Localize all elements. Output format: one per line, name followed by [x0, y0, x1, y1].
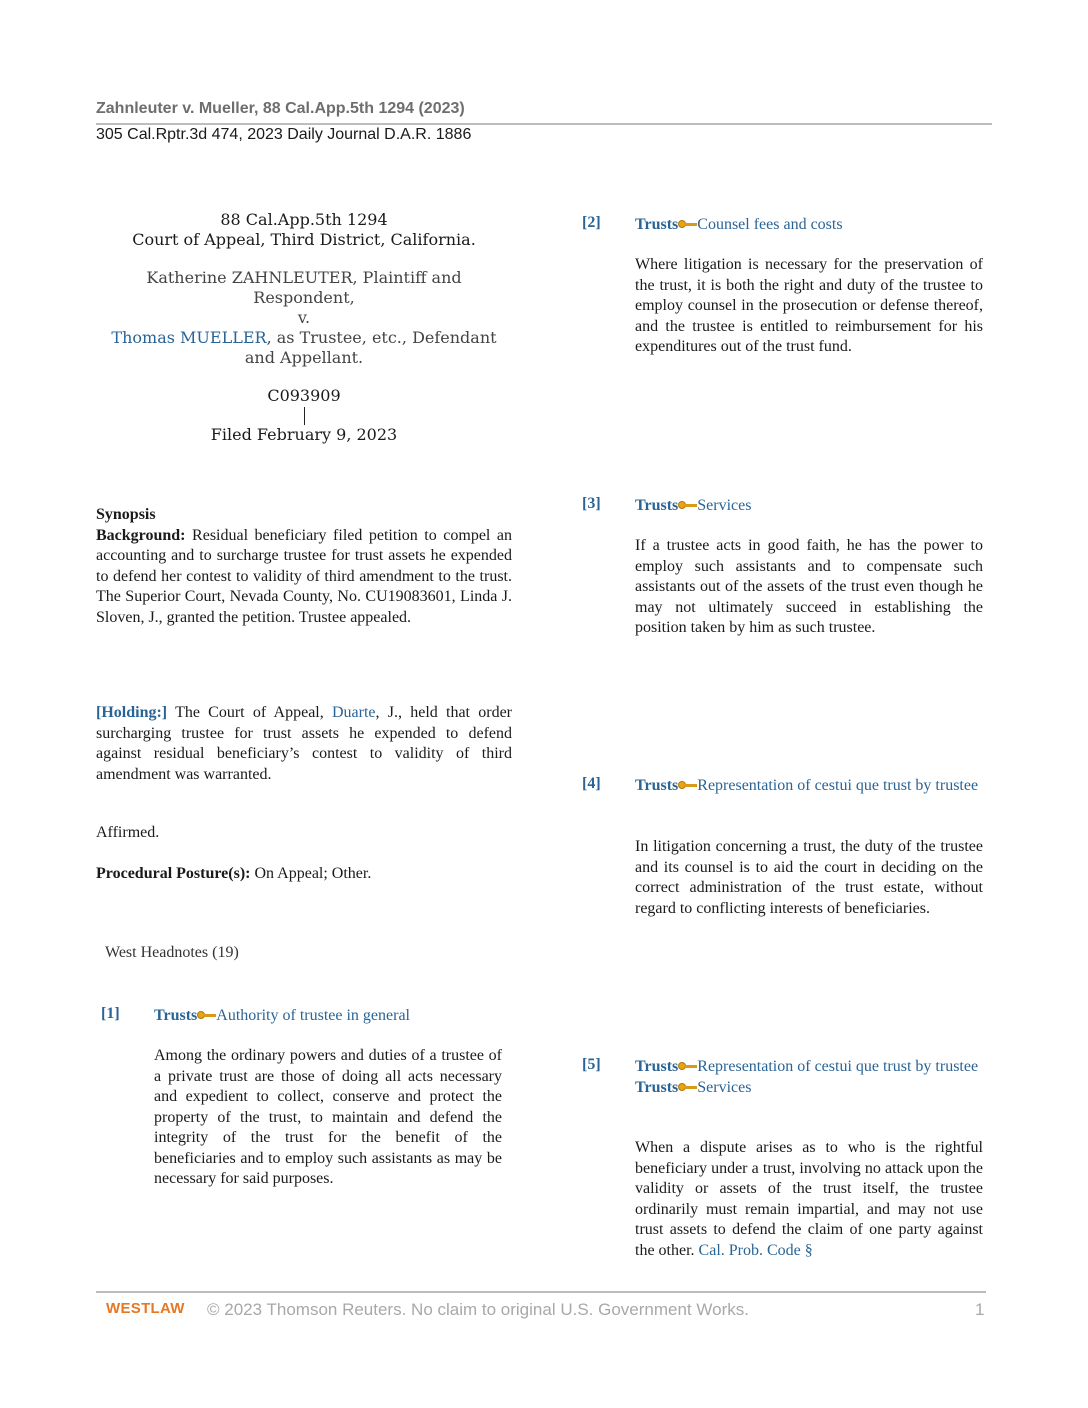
topic-name: Trusts	[635, 1079, 679, 1096]
page-number: 1	[975, 1300, 985, 1319]
versus: v.	[297, 308, 311, 327]
headnote-text: If a trustee acts in good faith, he has the power to employ such assistants and to compensate such assistants out of the assets of the trust even though he may not ultimately succeed in establishing the position taken by him as such trustee.	[635, 537, 983, 636]
key-number-icon	[678, 219, 697, 229]
statute-link[interactable]: Cal. Prob. Code §	[698, 1241, 813, 1259]
docket-number: C093909	[267, 386, 341, 405]
footer-divider	[96, 1291, 986, 1293]
disposition: Affirmed.	[96, 824, 160, 841]
headnote-number[interactable]: [1]	[101, 1005, 120, 1022]
defendant-role: , as Trustee, etc., Defendant and Appellant.	[244, 328, 497, 367]
headnote-topic[interactable]	[635, 495, 985, 516]
citation: 88 Cal.App.5th 1294	[220, 210, 388, 229]
subtopic-link[interactable]: Representation of cestui que trust by trustee	[697, 777, 979, 794]
defendant	[96, 328, 512, 368]
headnote-topic[interactable]	[635, 775, 985, 796]
parallel-citations: 305 Cal.Rptr.3d 474, 2023 Daily Journal D.A.R. 1886	[96, 126, 472, 143]
headnote-text	[635, 1138, 983, 1261]
filed-date: Filed February 9, 2023	[210, 425, 398, 444]
procedural-posture	[96, 865, 371, 883]
key-number-icon	[678, 500, 697, 510]
synopsis	[96, 505, 512, 628]
background-label: Background:	[96, 526, 186, 544]
court-name: Court of Appeal, Third District, California.	[132, 230, 476, 249]
case-caption	[96, 210, 512, 445]
key-number-icon	[678, 780, 697, 790]
topic-name: Trusts	[154, 1007, 198, 1024]
subtopic-link[interactable]: Services	[697, 1079, 752, 1096]
subtopic-link[interactable]: Services	[697, 497, 752, 514]
key-number-icon	[197, 1010, 216, 1020]
document-title: Zahnleuter v. Mueller, 88 Cal.App.5th 1294 (2023)	[96, 100, 465, 117]
west-headnotes-toggle[interactable]: West Headnotes (19)	[105, 944, 239, 961]
headnote-text: Among the ordinary powers and duties of a trustee of a private trust are those of doing all acts necessary and expedient to collect, conserve and protect the property of the trust, to maintain and defend the integrity of the trust for the benefit of the beneficiaries and to employ such assistants as may be necessary for said purposes.	[154, 1047, 502, 1187]
holding-text-rest: , J., held that order surcharging trustee for trust assets he expended to defend against residual beneficiary’s contest to validity of third amendment was warranted.	[96, 704, 512, 783]
holding	[96, 703, 512, 785]
posture-label: Procedural Posture(s):	[96, 865, 251, 882]
separator-bar	[304, 407, 305, 425]
subtopic-link[interactable]: Authority of trustee in general	[216, 1007, 410, 1024]
topic-name: Trusts	[635, 216, 679, 233]
headnote-topic[interactable]	[635, 214, 985, 235]
synopsis-heading: Synopsis	[96, 506, 156, 523]
westlaw-logo: WESTLAW	[106, 1300, 185, 1317]
headnote-text-body: When a dispute arises as to who is the rightful beneficiary under a trust, involving no attack upon the validity or assets of the trust itself, the trustee ordinarily must remain impartial, and may not use trust assets to defend the claim of one party against the other.	[635, 1139, 983, 1259]
topic-name: Trusts	[635, 777, 679, 794]
headnote-text: In litigation concerning a trust, the duty of the trustee and its counsel is to aid the court in deciding on the correct administration of the trust estate, without regard to conflicting interests of beneficiaries.	[635, 838, 983, 917]
subtopic-link[interactable]: Representation of cestui que trust by trustee	[697, 1058, 979, 1075]
topic-name: Trusts	[635, 1058, 679, 1075]
background-text: Residual beneficiary filed petition to compel an accounting and to surcharge trustee for trust assets he expended to defend her contest to validity of third amendment to the trust. The Superior Court, Nevada County, No. CU19083601, Linda J. Sloven, J., granted the petition. Trustee appealed.	[96, 526, 512, 626]
judge-link[interactable]: Duarte	[332, 704, 376, 721]
key-number-icon	[678, 1082, 697, 1092]
headnote-number[interactable]: [2]	[582, 214, 601, 231]
holding-label: [Holding:]	[96, 704, 168, 721]
headnote-number[interactable]: [3]	[582, 495, 601, 512]
holding-text: The Court of Appeal,	[167, 704, 332, 721]
plaintiff: Katherine ZAHNLEUTER, Plaintiff and Respondent,	[146, 268, 462, 307]
headnote-text: Where litigation is necessary for the preservation of the trust, it is both the right and duty of the trustee to employ counsel in the prosecution or defense thereof, and the trustee is entitled to reimbursement for his expenditures out of the trust fund.	[635, 256, 983, 355]
headnote-number[interactable]: [4]	[582, 775, 601, 792]
key-number-icon	[678, 1061, 697, 1071]
headnote-number[interactable]: [5]	[582, 1056, 601, 1073]
headnote-topic[interactable]	[154, 1005, 504, 1026]
posture-text: On Appeal; Other.	[250, 865, 372, 882]
header-divider	[96, 123, 992, 125]
copyright-notice: © 2023 Thomson Reuters. No claim to original U.S. Government Works.	[207, 1300, 749, 1319]
topic-name: Trusts	[635, 497, 679, 514]
defendant-link[interactable]: Thomas MUELLER	[111, 328, 267, 347]
subtopic-link[interactable]: Counsel fees and costs	[697, 216, 843, 233]
headnote-topic[interactable]	[635, 1056, 985, 1098]
